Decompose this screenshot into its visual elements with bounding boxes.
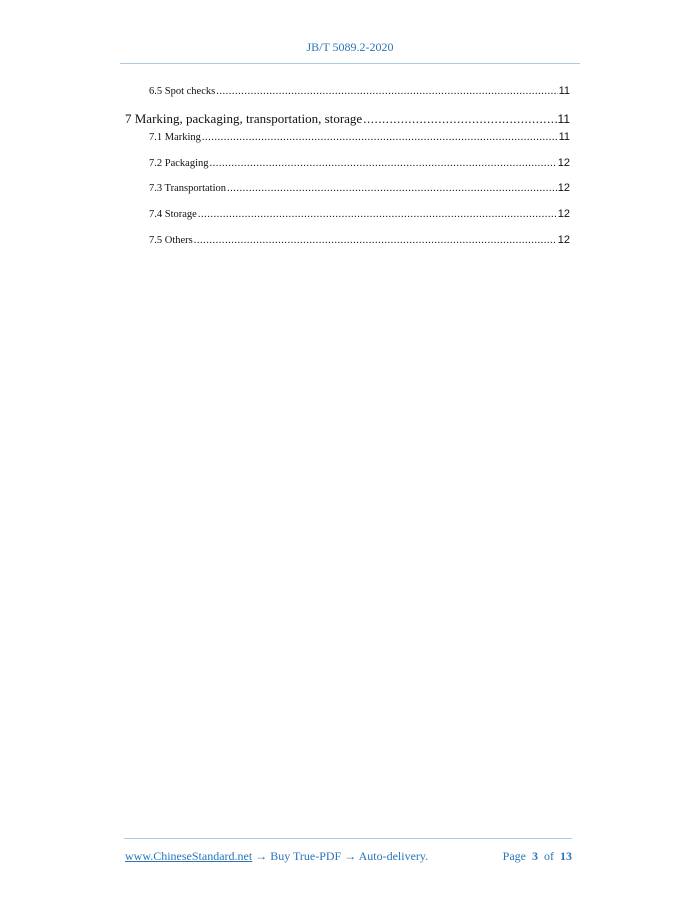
toc-entry-7-3[interactable] <box>149 182 570 194</box>
document-number-header: JB/T 5089.2-2020 <box>306 40 394 54</box>
toc-page-number: 11 <box>557 112 570 126</box>
footer-promo <box>125 849 428 864</box>
toc-page-number: 11 <box>558 85 570 97</box>
toc-entry-label: 7.3 Transportation <box>149 183 227 194</box>
toc-dot-leader <box>202 132 558 143</box>
toc-page-number: 11 <box>558 131 570 143</box>
toc-entry-label: 7.5 Others <box>149 235 193 246</box>
toc-page-number: 12 <box>557 182 570 194</box>
page-indicator <box>503 849 572 864</box>
of-label: of <box>544 849 554 863</box>
toc-entry-label: 6.5 Spot checks <box>149 86 216 97</box>
toc-entry-7-5[interactable] <box>149 234 570 246</box>
page-label: Page <box>502 849 526 863</box>
toc-entry-label: 7.2 Packaging <box>149 158 209 169</box>
toc-entry-label: 7.4 Storage <box>149 209 197 220</box>
toc-entry-7-1[interactable] <box>149 131 570 143</box>
toc-entry-7-4[interactable] <box>149 208 570 220</box>
toc-entry-label: 7 Marking, packaging, transportation, storage <box>125 111 363 126</box>
footer-bar <box>125 849 572 864</box>
auto-delivery-text: Auto-delivery. <box>358 849 429 863</box>
toc-dot-leader <box>198 209 557 220</box>
toc-page-number: 12 <box>557 208 570 220</box>
toc-page-number: 12 <box>557 157 570 169</box>
total-page-number: 13 <box>560 849 572 863</box>
toc-dot-leader <box>363 111 556 127</box>
toc-dot-leader <box>210 158 557 169</box>
current-page-number: 3 <box>532 849 538 863</box>
buy-true-pdf-text: Buy True-PDF <box>270 849 342 863</box>
toc-dot-leader <box>194 235 557 246</box>
website-link[interactable]: www.ChineseStandard.net <box>125 849 253 863</box>
toc-entry-6-5[interactable] <box>149 85 570 97</box>
toc-dot-leader <box>216 86 557 97</box>
toc-dot-leader <box>227 183 557 194</box>
toc-entry-label: 7.1 Marking <box>149 132 201 143</box>
footer-divider <box>124 838 572 839</box>
arrow-right-icon: → <box>255 849 268 863</box>
header-divider <box>120 63 580 64</box>
arrow-right-icon: → <box>344 849 357 863</box>
toc-page-number: 12 <box>557 234 570 246</box>
toc-entry-7[interactable] <box>125 111 570 127</box>
toc-entry-7-2[interactable] <box>149 157 570 169</box>
